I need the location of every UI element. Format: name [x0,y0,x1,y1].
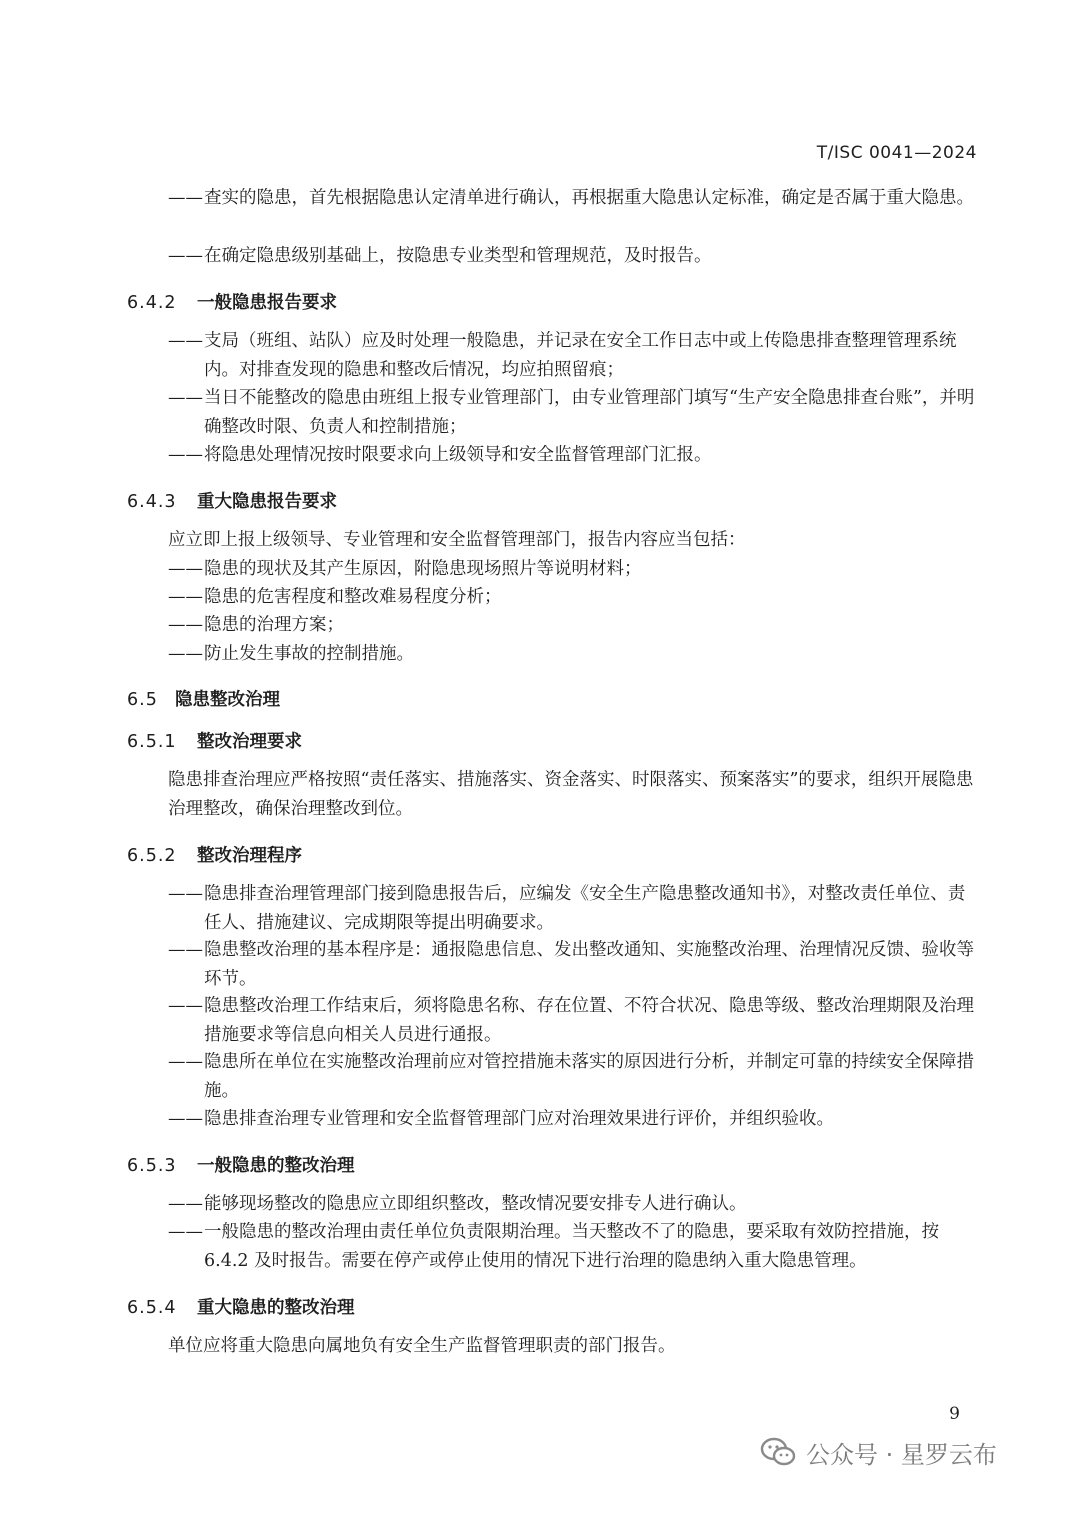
section-number: 6.4.2 [127,293,177,313]
section-number: 6.5 [127,690,158,710]
dash-marker: —— [168,1222,203,1242]
list-item-text: 支局（班组、站队）应及时处理一般隐患，并记录在安全工作日志中或上传隐患排查整理管理系统内。对排查发现的隐患和整改后情况，均应拍照留痕； [204,331,957,380]
section-number: 6.5.3 [127,1156,177,1176]
section-title: 一般隐患报告要求 [197,293,337,313]
list-item-text: 隐患所在单位在实施整改治理前应对管控措施未落实的原因进行分析，并制定可靠的持续安全保障措施。 [204,1052,974,1101]
section-title: 整改治理程序 [197,846,302,866]
list-item [168,1190,980,1219]
paragraph-text: 隐患排查治理应严格按照“责任落实、措施落实、资金落实、时限落实、预案落实”的要求，组织开展隐患治理整改，确保治理整改到位。 [168,770,974,819]
list-item [168,880,980,938]
list-item [168,384,980,442]
list-item [168,1048,980,1106]
dash-marker: —— [168,331,203,351]
dash-marker: —— [168,388,203,408]
list-item [168,242,980,271]
dash-marker: —— [168,188,203,208]
list-item [168,611,980,640]
section-heading-6-4-2 [127,289,337,314]
dash-marker: —— [168,996,203,1016]
section-title: 重大隐患报告要求 [197,492,337,512]
section-title: 整改治理要求 [197,732,302,752]
list-item [168,992,980,1050]
dash-marker: —— [168,1194,203,1214]
list-item-text: 隐患排查治理管理部门接到隐患报告后，应编发《安全生产隐患整改通知书》，对整改责任单位、责任人、措施建议、完成期限等提出明确要求。 [204,884,966,933]
section-title: 一般隐患的整改治理 [197,1156,355,1176]
dash-marker: —— [168,884,203,904]
section-heading-6-5-1 [127,728,302,753]
section-title: 隐患整改治理 [175,690,280,710]
paragraph: 单位应将重大隐患向属地负有安全生产监督管理职责的部门报告。 [168,1336,676,1356]
paragraph: 应立即上报上级领导、专业管理和安全监督管理部门，报告内容应当包括： [168,530,746,550]
list-item-text: 隐患的现状及其产生原因，附隐患现场照片等说明材料； [204,559,642,579]
page-number: 9 [949,1404,960,1424]
list-item-text: 隐患的治理方案； [204,615,344,635]
list-item-text: 隐患的危害程度和整改难易程度分析； [204,587,502,607]
list-item [168,327,980,385]
section-heading-6-5-3 [127,1152,355,1177]
list-item [168,1105,980,1134]
dash-marker: —— [168,1052,203,1072]
list-item-text: 隐患整改治理工作结束后，须将隐患名称、存在位置、不符合状况、隐患等级、整改治理期限及治理措施要求等信息向相关人员进行通报。 [204,996,974,1045]
dash-marker: —— [168,445,203,465]
list-item-text: 隐患排查治理专业管理和安全监督管理部门应对治理效果进行评价，并组织验收。 [204,1109,834,1129]
list-item-text: 能够现场整改的隐患应立即组织整改，整改情况要安排专人进行确认。 [204,1194,747,1214]
document-code: T/ISC 0041—2024 [816,143,977,163]
list-item-text: 一般隐患的整改治理由责任单位负责限期治理。当天整改不了的隐患，要采取有效防控措施，按 6.4.2 及时报告。需要在停产或停止使用的情况下进行治理的隐患纳入重大隐患管理。 [204,1222,939,1271]
list-item [168,555,980,584]
section-heading-6-4-3 [127,488,337,513]
dash-marker: —— [168,615,203,635]
wechat-icon [760,1437,796,1467]
watermark [760,1432,997,1472]
watermark-text: 公众号 · 星罗云布 [806,1440,997,1469]
list-item [168,441,980,470]
section-heading-6-5-2 [127,842,302,867]
list-item [168,1218,980,1276]
paragraph [168,766,980,824]
list-item-text: 当日不能整改的隐患由班组上报专业管理部门，由专业管理部门填写“生产安全隐患排查台账”，并明确整改时限、负责人和控制措施； [204,388,975,437]
dash-marker: —— [168,587,203,607]
list-item [168,583,980,612]
list-item [168,640,980,669]
dash-marker: —— [168,644,203,664]
list-item-text: 隐患整改治理的基本程序是：通报隐患信息、发出整改通知、实施整改治理、治理情况反馈、验收等环节。 [204,940,974,989]
dash-marker: —— [168,940,203,960]
section-number: 6.5.2 [127,846,177,866]
section-heading-6-5-4 [127,1294,355,1319]
list-item-text: 防止发生事故的控制措施。 [204,644,414,664]
list-item-text: 将隐患处理情况按时限要求向上级领导和安全监督管理部门汇报。 [204,445,712,465]
list-item [168,184,980,213]
list-item-text: 查实的隐患，首先根据隐患认定清单进行确认，再根据重大隐患认定标准，确定是否属于重大隐患。 [204,188,974,208]
list-item [168,936,980,994]
section-heading-6-5 [127,686,280,711]
list-item-text: 在确定隐患级别基础上，按隐患专业类型和管理规范，及时报告。 [204,246,712,266]
section-number: 6.5.1 [127,732,177,752]
dash-marker: —— [168,246,203,266]
section-number: 6.5.4 [127,1298,177,1318]
dash-marker: —— [168,559,203,579]
dash-marker: —— [168,1109,203,1129]
section-title: 重大隐患的整改治理 [197,1298,355,1318]
section-number: 6.4.3 [127,492,177,512]
